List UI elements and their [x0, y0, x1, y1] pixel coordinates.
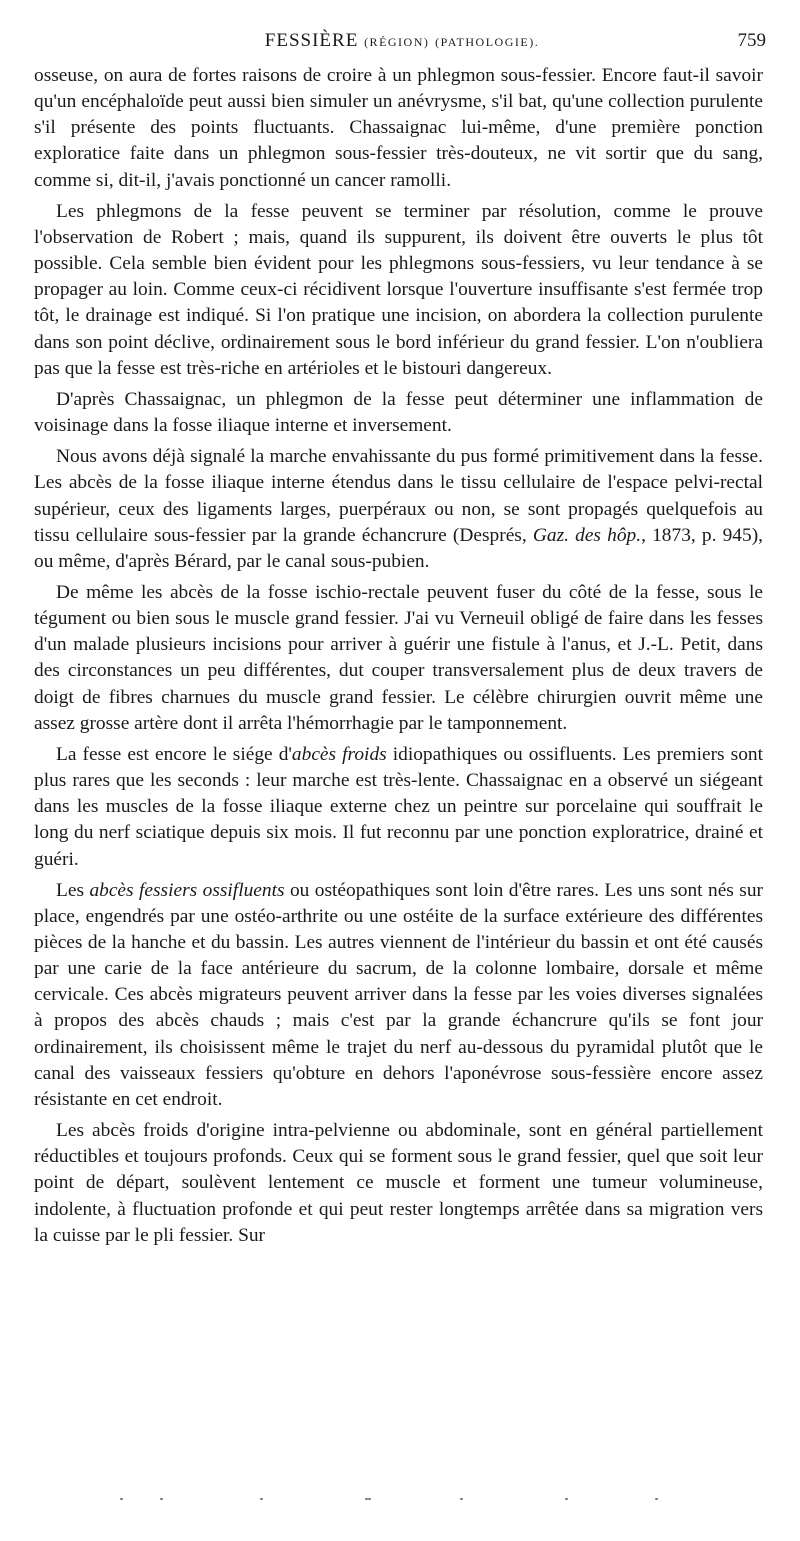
- text-run: Nous avons déjà signalé la marche envahissante du pus formé primitivement dans la fesse. Les abcès de la fosse iliaque interne étendus dans le tissu cellulaire de l'espace pelvi-rectal supérieur, ceux des ligaments larges, puerpéraux ou non, se sont propagés quelquefois au tissu cellulaire sous-fessier par la grande échancrure (Després,: [34, 446, 763, 546]
- paragraph: [34, 742, 763, 873]
- running-title: [34, 30, 770, 52]
- italic-text: Gaz. des hôp.: [532, 524, 642, 546]
- text-run: osseuse, on aura de fortes raisons de croire à un phlegmon sous-fessier. Encore faut-il savoir qu'un encéphaloïde peut aussi bien simuler un anévrysme, s'il bat, qu'une collection purulente s'il présente des points fluctuants. Chassaignac lui-même, d'une première ponction exploratice faite dans un phlegmon sous-fessier très-douteux, ne vit sortir que du sang, comme si, dit-il, j'avais ponctionné un cancer ramolli.: [34, 65, 763, 191]
- text-run: D'après Chassaignac, un phlegmon de la fesse peut déterminer une inflammation de voisinage dans la fosse iliaque interne et inversement.: [34, 388, 763, 437]
- text-run: , 1873, p. 945), ou même, d'après Bérard, par le canal sous-pubien.: [34, 524, 763, 572]
- text-run: Les: [56, 879, 90, 901]
- page-bottom-specks: [100, 1498, 700, 1506]
- running-title-region: (RÉGION): [364, 35, 430, 49]
- running-title-main: FESSIÈRE: [264, 30, 359, 51]
- text-run: Les phlegmons de la fesse peuvent se terminer par résolution, comme le prouve l'observation de Robert ; mais, quand ils suppurent, ils doivent être ouverts le plus tôt possible. Cela semble bien évident pour les phlegmons sous-fessiers, vu leur tendance à se propager au loin. Comme ceux-ci récidivent lorsque l'ouverture insuffisante s'est fermée trop tôt, le drainage est indiqué. Si l'on pratique une incision, on abordera la collection purulente dans son point déclive, ordinairement sous le bord inférieur du grand fessier. L'on n'oubliera pas que la fesse est très-riche en artérioles et le bistouri dangereux.: [34, 200, 763, 379]
- paragraph: [34, 878, 763, 1113]
- paragraph: [34, 444, 763, 575]
- running-title-pathology: (PATHOLOGIE).: [435, 35, 540, 49]
- body-text: [34, 63, 763, 1254]
- text-run: De même les abcès de la fosse ischio-rectale peuvent fuser du côté de la fesse, sous le tégument ou bien sous le muscle grand fessier. J'ai vu Verneuil obligé de faire dans les fesses d'un malade plusieurs incisions pour arriver à guérir une fistule à l'anus, et J.-L. Petit, dans des circonstances un peu différentes, dut couper transversalement plus de deux travers de doigt de fibres charnues du muscle grand fessier. Le célèbre chirurgien ouvrit même une assez grosse artère dont il arrêta l'hémorrhagie par le tamponnement.: [34, 581, 763, 734]
- paragraph: [34, 63, 763, 194]
- paragraph: [34, 580, 763, 737]
- text-run: ou ostéopathiques sont loin d'être rares. Les uns sont nés sur place, engendrés par une ostéo-arthrite ou une ostéite de la surface extérieure des différentes pièces de la hanche et du bassin. Les autres viennent de l'intérieur du bassin et ont été causés par une carie de la face antérieure du sacrum, de la colonne lombaire, dorsale et même cervicale. Ces abcès migrateurs peuvent arriver dans la fesse par les voies diverses signalées à propos des abcès chauds ; mais c'est par la grande échancrure qu'ils se font jour ordinairement, ils choisissent même le trajet du nerf au-dessous du pyramidal plutôt que le canal des vaisseaux fessiers qu'obture en dehors l'aponévrose sous-fessière encore assez résistante en cet endroit.: [34, 879, 763, 1110]
- page-number: 759: [737, 30, 766, 51]
- paragraph: [34, 199, 763, 382]
- italic-text: abcès froids: [291, 743, 387, 765]
- text-run: Les abcès froids d'origine intra-pelvienne ou abdominale, sont en général partiellement réductibles et toujours profonds. Ceux qui se forment sous le grand fessier, quel que soit leur point de départ, soulèvent lentement ce muscle et forment une tumeur volumineuse, indolente, à fluctuation profonde et qui peut rester longtemps arrêtée dans sa migration vers la cuisse par le pli fessier. Sur: [34, 1120, 763, 1246]
- italic-text: abcès fessiers ossifluents: [89, 879, 285, 901]
- paragraph: [34, 1118, 763, 1249]
- running-header: [34, 30, 770, 56]
- text-run: La fesse est encore le siége d': [56, 743, 292, 765]
- paragraph: [34, 387, 763, 439]
- text-run: idiopathiques ou ossifluents. Les premiers sont plus rares que les seconds : leur marche est très-lente. Chassaignac en a observé un siégeant dans les muscles de la fosse iliaque externe chez un peintre sur porcelaine qui souffrait le long du nerf sciatique depuis six mois. Il fut reconnu par une ponction exploratrice, drainé et guéri.: [34, 743, 763, 870]
